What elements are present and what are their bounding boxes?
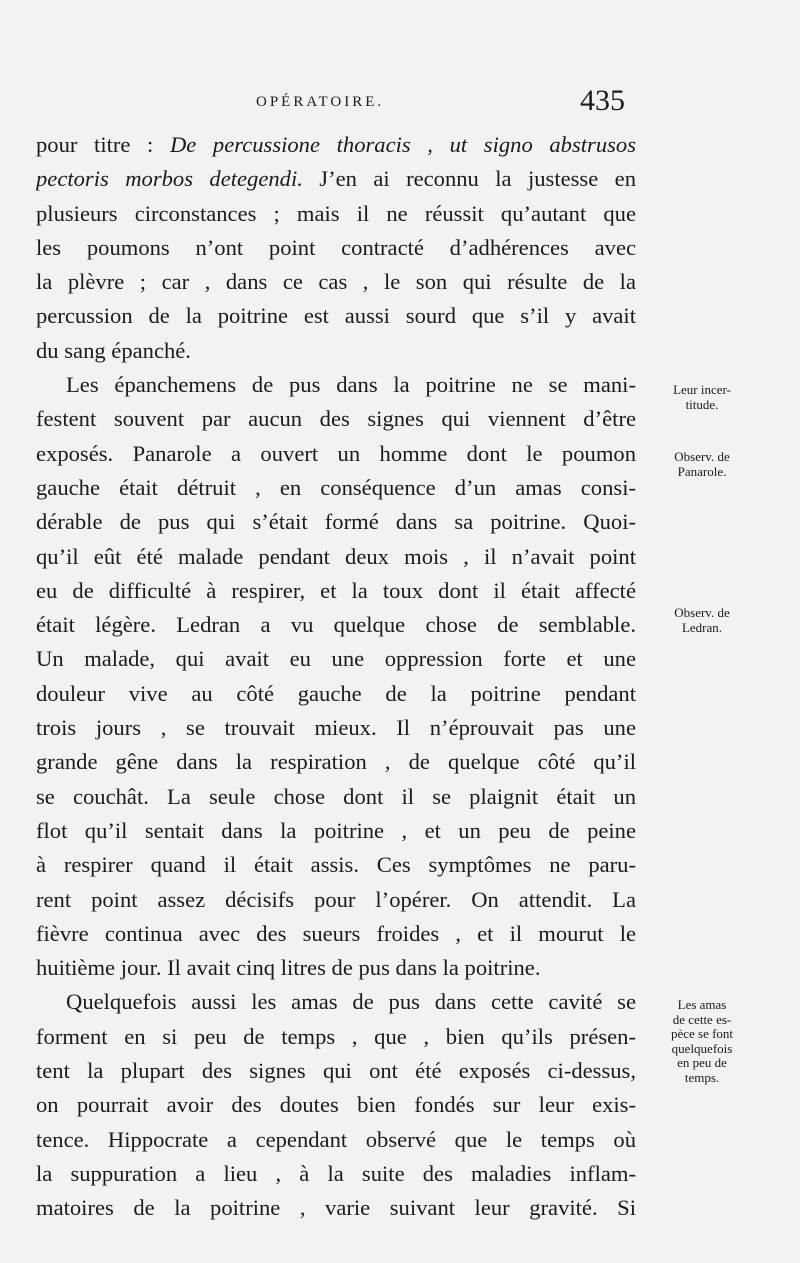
text-line: rent point assez décisifs pour l’opérer. On attendit. La	[36, 886, 636, 912]
text-line: grande gêne dans la respiration , de quelque côté qu’il	[36, 749, 636, 775]
margin-note-amas	[642, 998, 762, 1085]
text-line: fièvre continua avec des sueurs froides , et il mourut le	[36, 920, 636, 946]
margin-note-line: Les amas	[677, 997, 727, 1012]
margin-note-ledran	[642, 606, 762, 635]
text-line: qu’il eût été malade pendant deux mois , il n’avait point	[36, 543, 636, 569]
text-line: les poumons n’ont point contracté d’adhérences avec	[36, 234, 636, 260]
text-line: exposés. Panarole a ouvert un homme dont le poumon	[36, 440, 636, 466]
margin-note-line: en peu de	[677, 1055, 727, 1070]
text-line: tent la plupart des signes qui ont été exposés ci-dessus,	[36, 1058, 636, 1084]
body-text	[36, 128, 636, 1226]
text-line: plusieurs circonstances ; mais il ne réussit qu’autant que	[36, 200, 636, 226]
margin-note-line: pèce se font	[670, 1026, 734, 1041]
margin-note-line: Leur incer-	[673, 382, 731, 397]
text-line: on pourrait avoir des doutes bien fondés sur leur exis-	[36, 1092, 636, 1118]
text-line: pour titre : De percussione thoracis , ut signo abstrusos	[36, 132, 636, 157]
text-line: eu de difficulté à respirer, et la toux dont il était affecté	[36, 577, 636, 603]
margin-note-line: titude.	[685, 396, 719, 412]
text-line: flot qu’il sentait dans la poitrine , et un peu de peine	[36, 817, 636, 843]
text-line: Un malade, qui avait eu une oppression forte et une	[36, 646, 636, 672]
running-title: OPÉRATOIRE.	[256, 94, 385, 110]
text-line: matoires de la poitrine , varie suivant leur gravité. Si	[36, 1195, 636, 1221]
page-number: 435	[580, 84, 625, 117]
text-line: Quelquefois aussi les amas de pus dans cette cavité se	[66, 989, 636, 1015]
margin-note-line: Ledran.	[681, 619, 723, 635]
text-line: dérable de pus qui s’était formé dans sa poitrine. Quoi-	[36, 509, 636, 535]
margin-note-line: Panarole.	[677, 463, 727, 479]
margin-note-line: quelquefois	[671, 1040, 733, 1056]
margin-note-incertitude	[642, 383, 762, 412]
margin-note-line: temps.	[684, 1069, 720, 1085]
margin-note-line: de cette es-	[672, 1011, 732, 1027]
text-line: pectoris morbos detegendi. J’en ai reconnu la justesse en	[36, 166, 636, 192]
margin-note-line: Observ. de	[674, 605, 730, 620]
text-line: était légère. Ledran a vu quelque chose de semblable.	[36, 612, 636, 638]
margin-note-panarole	[642, 450, 762, 479]
text-line: trois jours , se trouvait mieux. Il n’éprouvait pas une	[36, 715, 636, 741]
text-line: se couchât. La seule chose dont il se plaignit était un	[36, 783, 636, 809]
text-line: huitième jour. Il avait cinq litres de pus dans la poitrine.	[36, 955, 541, 981]
text-line: la suppuration a lieu , à la suite des maladies inflam-	[36, 1160, 636, 1186]
text-line: tence. Hippocrate a cependant observé que le temps où	[36, 1126, 636, 1152]
margin-note-line: Observ. de	[674, 449, 730, 464]
text-line: forment en si peu de temps , que , bien qu’ils présen-	[36, 1023, 636, 1049]
text-line: festent souvent par aucun des signes qui viennent d’être	[36, 406, 636, 432]
text-line: percussion de la poitrine est aussi sourd que s’il y avait	[36, 303, 636, 329]
text-line: à respirer quand il était assis. Ces symptômes ne paru-	[36, 852, 636, 878]
text-line: la plèvre ; car , dans ce cas , le son qui résulte de la	[36, 269, 636, 295]
text-line: Les épanchemens de pus dans la poitrine ne se mani-	[66, 372, 636, 398]
text-line: douleur vive au côté gauche de la poitrine pendant	[36, 680, 636, 706]
text-line: gauche était détruit , en conséquence d’un amas consi-	[36, 474, 636, 500]
text-line: du sang épanché.	[36, 337, 191, 363]
